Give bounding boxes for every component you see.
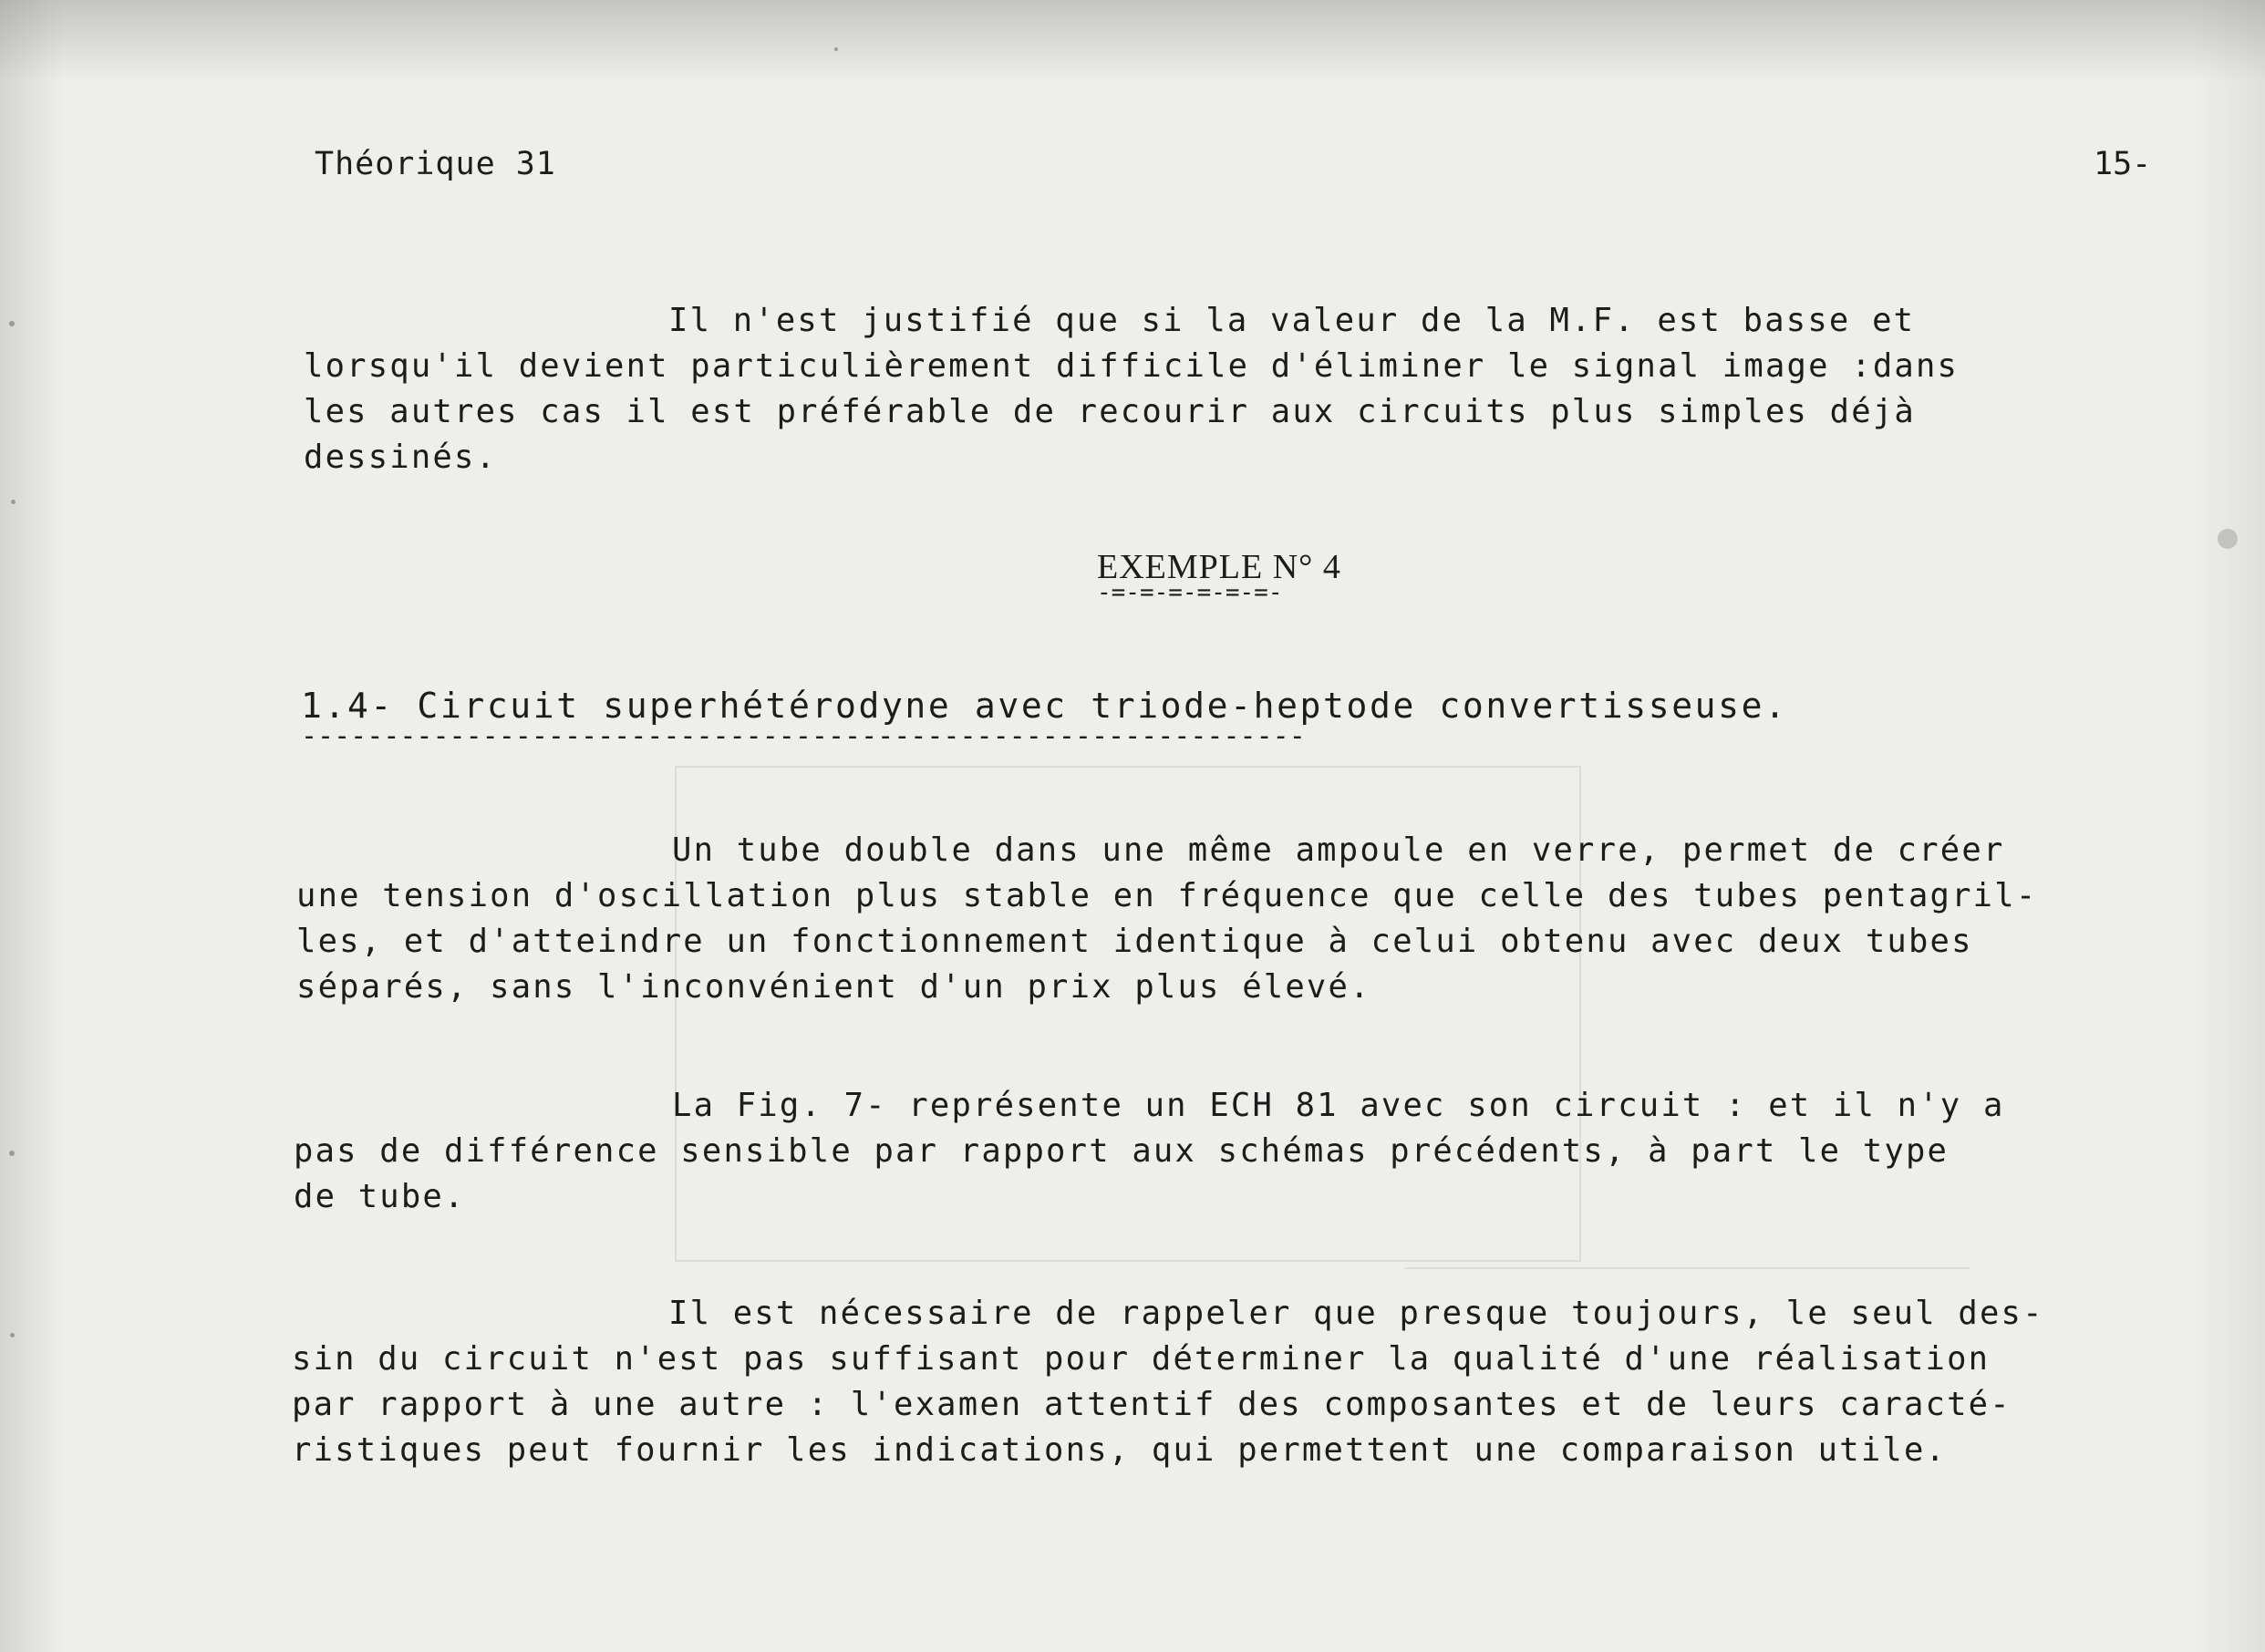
scan-speck (9, 321, 15, 326)
paragraph-line: les, et d'atteindre un fonctionnement identique à celui obtenu avec deux tubes (296, 923, 1973, 960)
section-heading-underline: ------------------------------------------------------------- (301, 720, 1306, 752)
paragraph-line: Un tube double dans une même ampoule en verre, permet de créer (672, 831, 2005, 869)
page-header-title: Théorique 31 (315, 146, 556, 182)
paragraph-2 (296, 828, 2037, 1010)
paragraph-line: les autres cas il est préférable de recourir aux circuits plus simples déjà (304, 393, 1916, 430)
paragraph-line: lorsqu'il devient particulièrement difficile d'éliminer le signal image :dans (304, 347, 1960, 385)
paragraph-line: ristiques peut fournir les indications, qui permettent une comparaison utile. (292, 1431, 1948, 1469)
paragraph-line: par rapport à une autre : l'examen attentif des composantes et de leurs caracté- (292, 1386, 2012, 1423)
example-heading: EXEMPLE N° 4 (1097, 548, 1341, 586)
paragraph-1 (304, 298, 1959, 480)
scan-speck (9, 1151, 15, 1156)
scan-speck (834, 47, 838, 51)
example-heading-underline: -=-=-=-=-=-=- (1097, 579, 1283, 606)
scan-speck (11, 500, 16, 504)
paragraph-line: pas de différence sensible par rapport aux schémas précédents, à part le type (294, 1132, 1950, 1170)
paragraph-line: une tension d'oscillation plus stable en fréquence que celle des tubes pentagril- (296, 877, 2038, 914)
paragraph-line: Il n'est justifié que si la valeur de la M.F. est basse et (668, 302, 1916, 339)
scan-speck (2218, 529, 2238, 549)
paragraph-line: Il est nécessaire de rappeler que presque toujours, le seul des- (668, 1295, 2044, 1332)
paragraph-line: séparés, sans l'inconvénient d'un prix plus élevé. (296, 968, 1371, 1006)
paragraph-line: dessinés. (304, 439, 498, 476)
paragraph-4 (292, 1291, 2044, 1473)
paragraph-line: de tube. (294, 1178, 466, 1215)
paragraph-line: La Fig. 7- représente un ECH 81 avec son circuit : et il n'y a (672, 1087, 2005, 1124)
scan-speck (10, 1333, 15, 1337)
page-number: 15- (2094, 146, 2152, 182)
paragraph-line: sin du circuit n'est pas suffisant pour déterminer la qualité d'une réalisation (292, 1340, 1991, 1378)
section-heading: 1.4- Circuit superhétérodyne avec triode-heptode convertisseuse. (301, 686, 1788, 726)
paragraph-3 (294, 1083, 2005, 1220)
bleed-through-line (1404, 1267, 1970, 1269)
